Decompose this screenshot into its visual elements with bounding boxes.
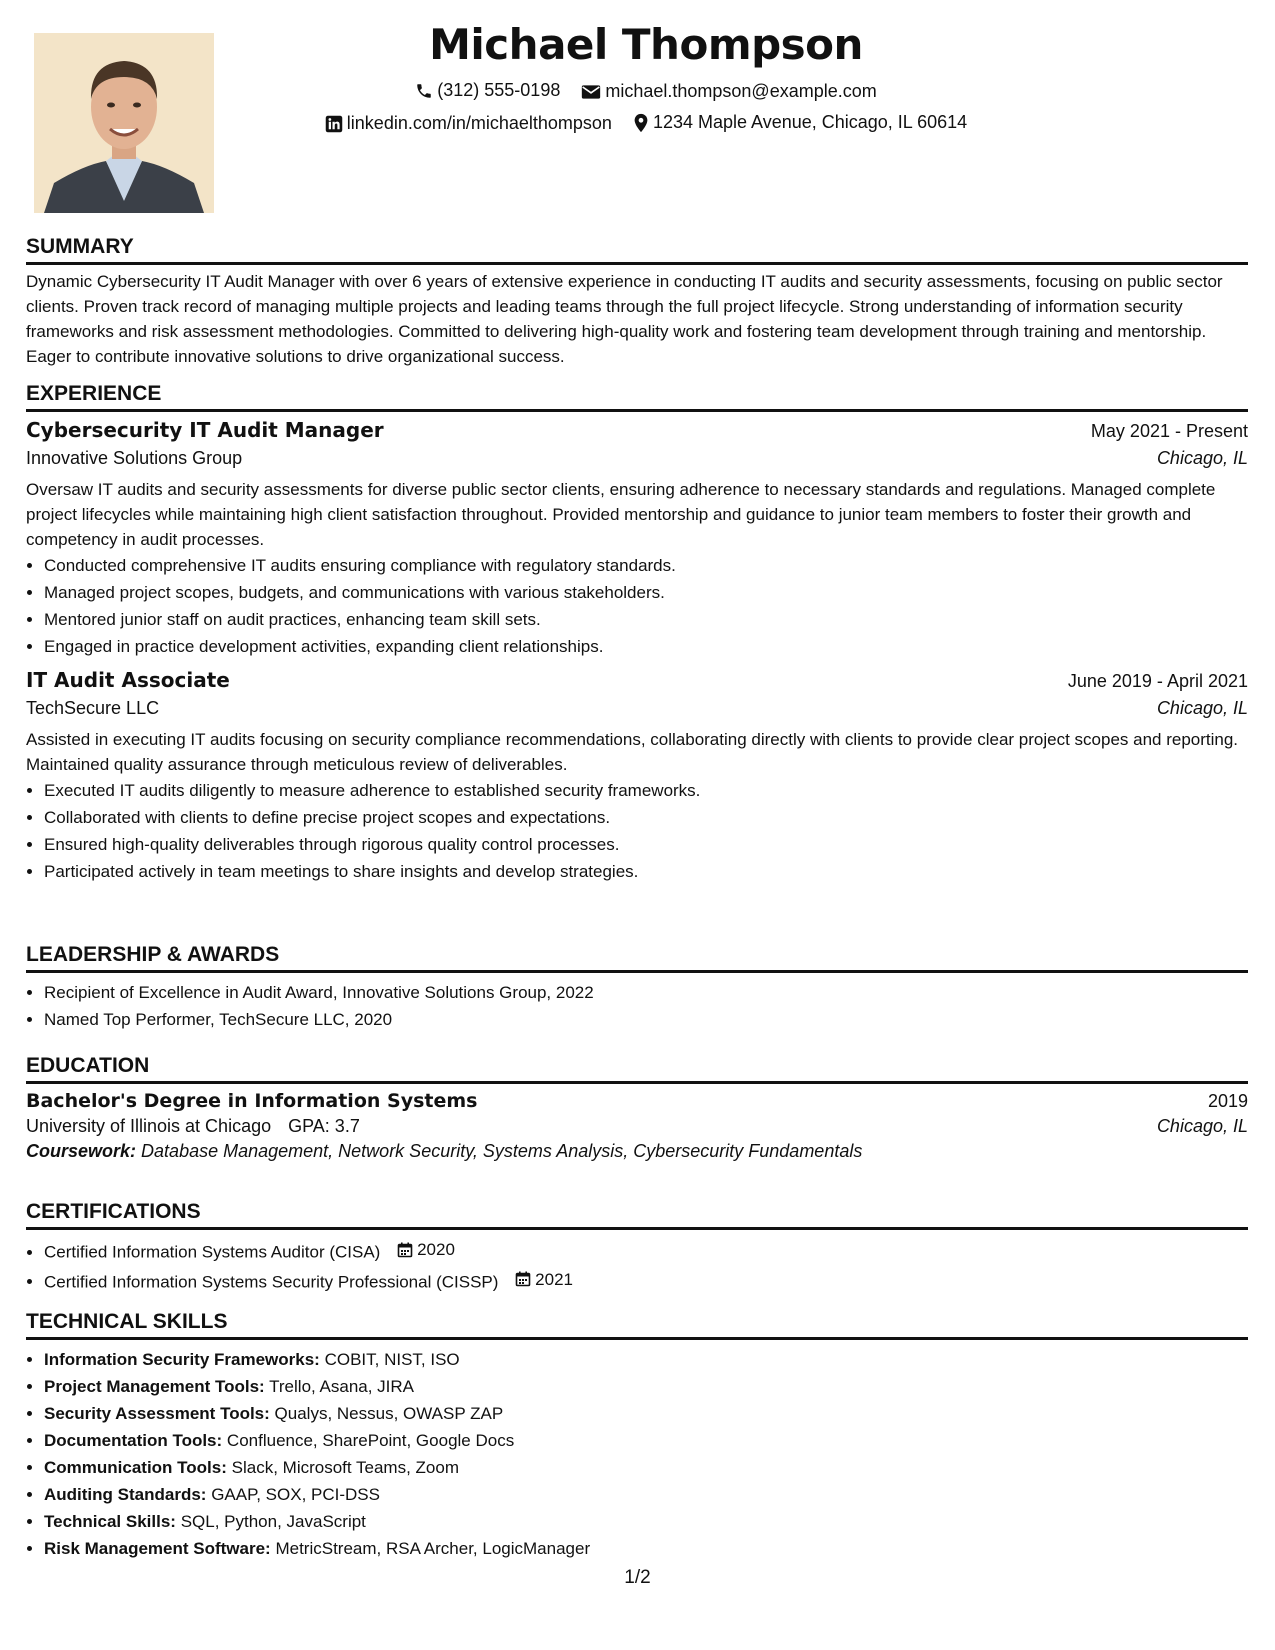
job-bullets [26,552,1248,660]
list-item [44,1454,1248,1481]
section-title-experience: EXPERIENCE [26,382,1248,412]
envelope-icon [581,84,601,100]
certification-year: 2020 [417,1240,455,1259]
company-name: Innovative Solutions Group [26,448,243,468]
list-item: • Engaged in practice development activities, expanding client relationships. [44,633,1248,660]
list-item: • Recipient of Excellence in Audit Award, Innovative Solutions Group, 2022 [44,979,1248,1006]
job-description: Oversaw IT audits and security assessments for diverse public sector clients, ensuring adherence to necessary standards and regulations. Managed complete project lifecycles while maintaining high client satisfaction throughout. Provided mentorship and guidance to junior team members to foster their growth and competency in audit processes. [26,480,1216,549]
job-title: IT Audit Associate [26,668,230,692]
skill-label: Documentation Tools: [44,1431,223,1450]
job-dates: May 2021 - Present [1090,421,1248,441]
list-item [44,1236,1248,1266]
list-item [44,1346,1248,1373]
skill-value: Trello, Asana, JIRA [269,1377,415,1396]
awards-list [26,979,1248,1033]
skill-value: GAAP, SOX, PCI-DSS [211,1485,380,1504]
section-title-leadership: LEADERSHIP & AWARDS [26,943,1248,973]
skill-label: Project Management Tools: [44,1377,265,1396]
list-item [44,1427,1248,1454]
list-item [44,1508,1248,1535]
list-item: • Executed IT audits diligently to measure adherence to established security frameworks. [44,777,1248,804]
skill-value: Slack, Microsoft Teams, Zoom [231,1458,459,1477]
phone-contact [415,80,560,101]
skill-value: Qualys, Nessus, OWASP ZAP [274,1404,504,1423]
certifications-list [26,1236,1248,1295]
page-number: 1/2 [624,1567,651,1588]
skill-label: Information Security Frameworks: [44,1350,320,1369]
list-item: • Named Top Performer, TechSecure LLC, 2020 [44,1006,1248,1033]
certifications-section [26,1200,1248,1295]
certification-name: Certified Information Systems Auditor (CISA) [44,1242,381,1262]
list-item [44,1266,1248,1296]
skill-label: Security Assessment Tools: [44,1404,270,1423]
school-location: Chicago, IL [1156,1116,1248,1136]
job-description: Assisted in executing IT audits focusing on security compliance recommendations, collaborating directly with clients to provide clear project scopes and reporting. Maintained quality assurance through meticulous review of deliverables. [26,730,1239,774]
job-dates: June 2019 - April 2021 [1067,671,1248,691]
job-entry [26,668,1248,885]
list-item [44,1535,1248,1562]
email-address[interactable]: michael.thompson@example.com [605,81,877,101]
phone-icon [415,82,433,100]
skill-label: Auditing Standards: [44,1485,207,1504]
summary-text: Dynamic Cybersecurity IT Audit Manager with over 6 years of extensive experience in conducting IT audits and security assessments, focusing on public sector clients. Proven track record of managing multiple projects and leading teams through the full project lifecycle. Strong understanding of information security frameworks and risk assessment methodologies. Committed to delivering high-quality work and fostering team development through training and mentorship. Eager to contribute innovative solutions to drive organizational success. [26,272,1223,366]
education-section [26,1054,1248,1162]
certification-name: Certified Information Systems Security Professional (CISSP) [44,1272,499,1291]
section-title-certifications: CERTIFICATIONS [26,1200,1248,1230]
section-title-education: EDUCATION [26,1054,1248,1084]
job-location: Chicago, IL [1156,698,1248,718]
coursework-label: Coursework: [26,1141,137,1161]
leadership-section [26,943,1248,1033]
degree-name: Bachelor's Degree in Information Systems [26,1090,478,1112]
section-title-summary: SUMMARY [26,235,1248,265]
address-contact [633,112,967,133]
skill-value: COBIT, NIST, ISO [324,1350,460,1369]
gpa: GPA: 3.7 [288,1116,360,1136]
list-item: • Ensured high-quality deliverables through rigorous quality control processes. [44,831,1248,858]
email-contact[interactable] [581,81,876,102]
list-item: • Participated actively in team meetings to share insights and develop strategies. [44,858,1248,885]
skill-value: SQL, Python, JavaScript [180,1512,366,1531]
job-bullets [26,777,1248,885]
contact-line-2 [26,112,1266,138]
skills-section [26,1310,1248,1562]
list-item: • Collaborated with clients to define precise project scopes and expectations. [44,804,1248,831]
skill-label: Risk Management Software: [44,1539,271,1558]
job-title: Cybersecurity IT Audit Manager [26,418,384,442]
skills-list [26,1346,1248,1562]
job-entry [26,418,1248,660]
phone-number: (312) 555-0198 [437,80,561,100]
calendar-icon [397,1242,413,1258]
company-name: TechSecure LLC [26,698,160,718]
linkedin-contact[interactable] [325,113,612,134]
list-item: • Managed project scopes, budgets, and communications with various stakeholders. [44,579,1248,606]
skill-value: MetricStream, RSA Archer, LogicManager [275,1539,591,1558]
skill-value: Confluence, SharePoint, Google Docs [226,1431,515,1450]
linkedin-url[interactable]: linkedin.com/in/michaelthompson [346,113,612,133]
candidate-name: Michael Thompson [429,20,863,69]
list-item [44,1400,1248,1427]
list-item [44,1481,1248,1508]
contact-line-1 [26,80,1266,105]
certification-year: 2021 [535,1269,573,1289]
list-item: • Mentored junior staff on audit practices, enhancing team skill sets. [44,606,1248,633]
coursework [26,1141,1248,1162]
address: 1234 Maple Avenue, Chicago, IL 60614 [652,112,968,132]
skill-label: Communication Tools: [44,1458,227,1477]
list-item [44,1373,1248,1400]
school-name: University of Illinois at Chicago [26,1116,272,1136]
coursework-list: Database Management, Network Security, Systems Analysis, Cybersecurity Fundamentals [141,1141,863,1161]
linkedin-icon [325,115,343,133]
job-location: Chicago, IL [1156,448,1248,468]
experience-section [26,382,1248,885]
map-pin-icon [633,113,649,133]
summary-section [26,235,1248,369]
calendar-icon [515,1271,531,1287]
list-item: • Conducted comprehensive IT audits ensuring compliance with regulatory standards. [44,552,1248,579]
skill-label: Technical Skills: [44,1512,176,1531]
section-title-skills: TECHNICAL SKILLS [26,1310,1248,1340]
graduation-year: 2019 [1207,1091,1248,1111]
